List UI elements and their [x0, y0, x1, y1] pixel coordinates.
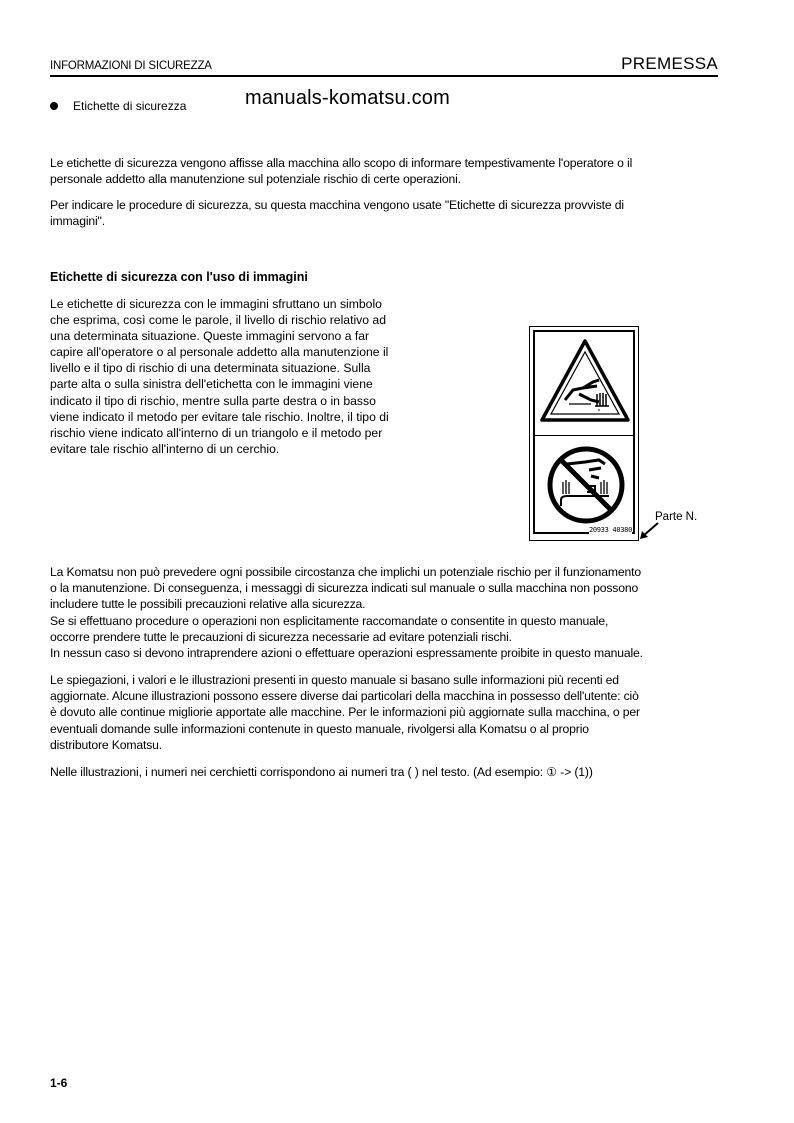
text-line: La Komatsu non può prevedere ogni possibile circostanza che implichi un potenziale rischio per il funzionamento: [50, 565, 642, 579]
bullet-heading: [50, 99, 186, 113]
intro-paragraph-2: [50, 197, 718, 229]
text-line: capire all'operatore o al personale addetto alla manutenzione il: [50, 345, 389, 360]
text-line: distributore Komatsu.: [50, 737, 163, 752]
text-line: che esprima, così come le parole, il livello di rischio relativo ad: [50, 313, 386, 328]
section-body: [50, 296, 420, 457]
text-line: evitare tale rischio all'interno di un cerchio.: [50, 441, 280, 456]
safety-label-frame: [533, 330, 635, 534]
watermark: manuals-komatsu.com: [245, 87, 450, 109]
text-line: In nessun caso si devono intraprendere azioni o effettuare operazioni espressamente proibite in questo manuale.: [50, 646, 643, 661]
text-line: o la manutenzione. Di conseguenza, i messaggi di sicurezza indicati sul manuale o sulla macchina non possono: [50, 581, 639, 596]
text-line: rischio viene indicato all'interno di un triangolo e il metodo per: [50, 425, 383, 440]
prohibition-icon: [545, 444, 627, 526]
safety-label-figure: [529, 326, 639, 541]
text-line: indicato il tipo di rischio, mentre sulla parte destra o in basso: [50, 393, 376, 408]
text-line: aggiornate. Alcune illustrazioni possono essere diverse dai particolari della macchina in possesso dell'utente: ciò: [50, 689, 639, 704]
header-chapter-title: PREMESSA: [621, 54, 718, 73]
text-line: viene indicato il metodo per evitare tale rischio. Inoltre, il tipo di: [50, 409, 389, 424]
header-rule: [50, 75, 718, 77]
text-line: Le etichette di sicurezza con le immagini sfruttano un simbolo: [50, 297, 382, 311]
intro-paragraph-1: [50, 155, 718, 187]
bullet-icon: [50, 102, 58, 110]
warning-triangle-icon: [539, 338, 631, 424]
text-line: livello e il tipo di rischio di una determinata situazione. Sulla: [50, 361, 371, 376]
text-line: occorre prendere tutte le precauzioni di sicurezza necessarie ad evitare potenziali rischi.: [50, 629, 512, 644]
part-number: 20933 40380: [588, 526, 632, 534]
text-line: parte alta o sulla sinistra dell'etichetta con le immagini viene: [50, 377, 373, 392]
text-line: Le etichette di sicurezza vengono affisse alla macchina allo scopo di informare tempestivamente l'operatore o il: [50, 156, 633, 170]
text-line: immagini".: [50, 214, 105, 229]
disclaimer-paragraph: [50, 564, 718, 661]
section-title: Etichette di sicurezza con l'uso di immagini: [50, 270, 308, 284]
page-number: 1-6: [50, 1076, 68, 1090]
text-line: personale addetto alla manutenzione sul potenziale rischio di certe operazioni.: [50, 172, 461, 187]
text-line: includere tutte le possibili precauzioni relative alla sicurezza.: [50, 597, 366, 612]
text-line: Se si effettuano procedure o operazioni non esplicitamente raccomandate o consentite in questo manuale,: [50, 613, 609, 628]
text-line: eventuali domande sulle informazioni contenute in questo manuale, rivolgersi alla Komatsu o al proprio: [50, 721, 589, 736]
info-paragraph: [50, 672, 718, 753]
text-line: Le spiegazioni, i valori e le illustrazioni presenti in questo manuale si basano sulle informazioni più recenti ed: [50, 673, 619, 687]
text-line: Per indicare le procedure di sicurezza, su questa macchina vengono usate "Etichette di sicurezza provviste di: [50, 198, 624, 212]
part-number-callout: Parte N.: [655, 511, 698, 523]
header-section-title: INFORMAZIONI DI SICUREZZA: [50, 60, 212, 72]
bullet-heading-label: Etichette di sicurezza: [73, 99, 187, 113]
text-line: è dovuto alle continue migliorie apportate alle macchine. Per le informazioni più aggiornate sulla macchina, o per: [50, 705, 640, 720]
note-paragraph: Nelle illustrazioni, i numeri nei cerchietti corrispondono ai numeri tra ( ) nel testo. (Ad esempio: ① -> (1)): [50, 765, 593, 779]
figure-divider: [535, 435, 633, 436]
callout-arrow-icon: [638, 520, 660, 542]
text-line: una determinata situazione. Queste immagini servono a far: [50, 329, 370, 344]
